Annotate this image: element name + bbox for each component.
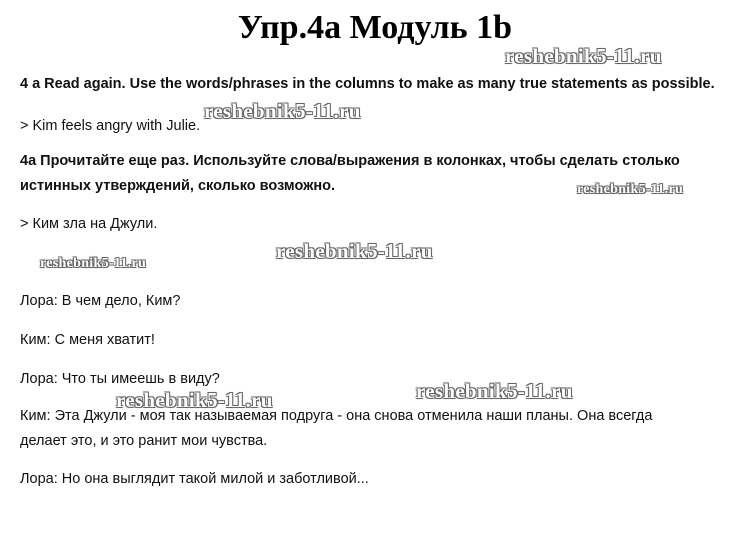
watermark: reshebnik5-11.ru <box>416 379 573 403</box>
task-english: 4 a Read again. Use the words/phrases in the columns to make as many true statements as possible. <box>20 76 715 92</box>
watermark: reshebnik5-11.ru <box>505 44 662 68</box>
watermark: reshebnik5-11.ru <box>40 256 147 271</box>
dialogue-line-4a: Ким: Эта Джули - моя так называемая подруга - она снова отменила наши планы. Она всегда <box>20 408 653 424</box>
task-russian-line-2: истинных утверждений, сколько возможно. <box>20 178 336 194</box>
watermark: reshebnik5-11.ru <box>276 239 433 263</box>
dialogue-line-5: Лора: Но она выглядит такой милой и заботливой... <box>20 471 369 487</box>
watermark: reshebnik5-11.ru <box>577 182 684 197</box>
dialogue-line-1: Лора: В чем дело, Ким? <box>20 293 181 309</box>
example-russian: > Ким зла на Джули. <box>20 216 158 232</box>
page-title: Упр.4а Модуль 1b <box>237 9 513 46</box>
dialogue-line-3: Лора: Что ты имеешь в виду? <box>20 371 220 387</box>
watermark: reshebnik5-11.ru <box>204 99 361 123</box>
watermark: reshebnik5-11.ru <box>116 388 273 412</box>
example-english: > Kim feels angry with Julie. <box>20 118 201 134</box>
dialogue-line-2: Ким: С меня хватит! <box>20 332 155 348</box>
task-russian-line-1: 4а Прочитайте еще раз. Используйте слова/выражения в колонках, чтобы сделать столько <box>20 153 680 169</box>
dialogue-line-4b: делает это, и это ранит мои чувства. <box>20 433 268 449</box>
